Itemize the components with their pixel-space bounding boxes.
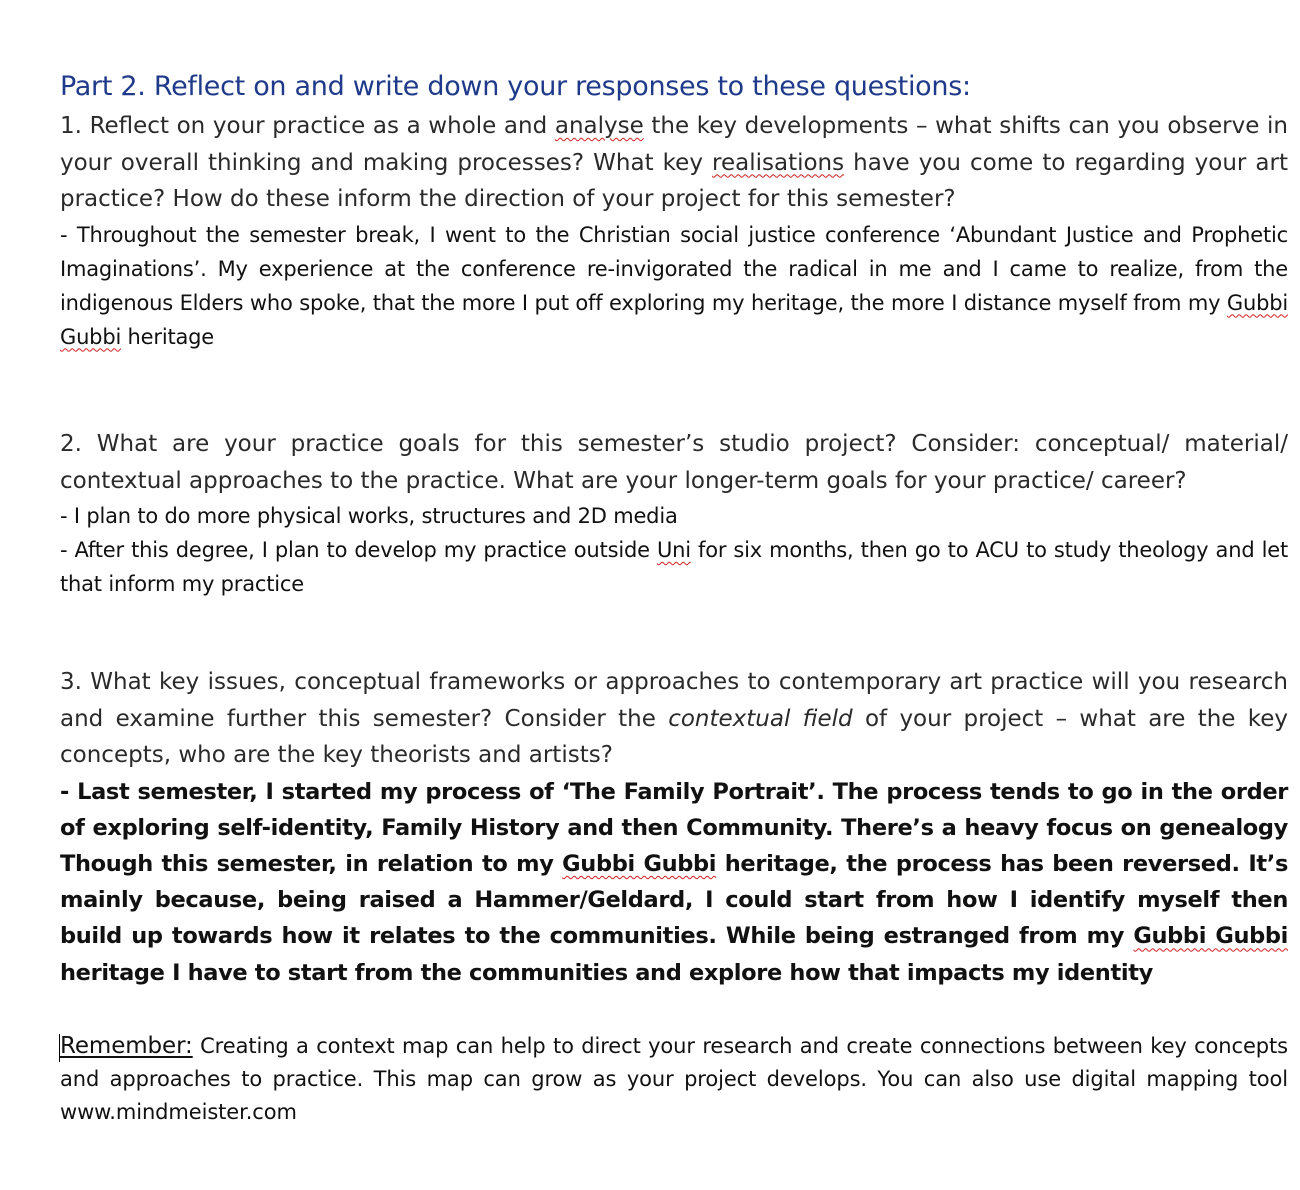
text-cursor <box>59 1034 60 1062</box>
question-3-text-b: of your project – what are the key concepts, who are the key theorists and artists? <box>60 705 1289 768</box>
answer-3-text <box>60 774 1288 991</box>
spellcheck-word[interactable]: Gubbi Gubbi <box>562 850 717 877</box>
part-heading: Part 2. Reflect on and write down your responses to these questions: <box>60 71 971 102</box>
remember-label: Remember: <box>60 1033 193 1059</box>
spellcheck-word[interactable]: realisations <box>712 149 845 176</box>
answer-2-line-1: - I plan to do more physical works, structures and 2D media <box>60 504 678 528</box>
remember-text: Creating a context map can help to direct your research and create connections between key concepts and approaches to practice. This map can grow as your project develops. You can also use digital mapping tool www.mindmeister.com <box>60 1034 1288 1124</box>
answer-2-text-b: for six months, then go to ACU to study theology and let that inform my practice <box>60 538 1288 596</box>
question-3-block <box>60 664 1288 991</box>
answer-1-text-a: - Throughout the semester break, I went to the Christian social justice conference ‘Abundant Justice and Prophetic Imaginations’. My experience at the conference re-invigorated the radical in me and I came to realize, from the indigenous Elders who spoke, that the more I put off exploring my heritage, the more I distance myself from my <box>60 222 1288 315</box>
question-2-text: 2. What are your practice goals for this semester’s studio project? Consider: conceptual/ material/ contextual approaches to the practice. What are your longer-term goals for your practice/ career? <box>60 431 1288 494</box>
question-3-text <box>60 664 1288 774</box>
question-1-text-a: 1. Reflect on your practice as a whole and <box>60 113 555 139</box>
spellcheck-word[interactable]: Gubbi Gubbi <box>1133 923 1289 950</box>
question-3-text-a: 3. What key issues, conceptual frameworks or approaches to contemporary art practice will you research and examine further this semester? Consider the <box>60 669 1288 732</box>
question-1-block <box>60 108 1288 354</box>
document-page <box>60 68 1289 1124</box>
answer-1-text <box>60 218 1288 354</box>
question-1-text <box>60 108 1288 218</box>
spellcheck-word[interactable]: analyse <box>554 113 644 139</box>
spellcheck-word[interactable]: Uni <box>656 538 691 562</box>
answer-2-line-2 <box>60 533 1288 601</box>
answer-1-text-b: heritage <box>121 324 215 349</box>
question-2-block <box>60 426 1288 601</box>
question-1-text-c: have you come to regarding your art practice? How do these inform the direction of your project for this semester? <box>60 149 1288 212</box>
remember-note <box>60 1030 1288 1129</box>
spellcheck-word[interactable]: Gubbi Gubbi <box>60 290 1288 349</box>
question-1-text-b: the key developments – what shifts can you observe in your overall thinking and making processes? What key <box>60 113 1288 176</box>
answer-2-text-a: - After this degree, I plan to develop my practice outside <box>60 538 657 562</box>
question-3-italic: contextual field <box>668 705 853 732</box>
answer-3-text-a: - Last semester, I started my process of ‘The Family Portrait’. The process tends to go in the order of exploring self-identity, Family History and then Community. There’s a heavy focus on genealogy Though this semester, in relation to my <box>60 778 1288 877</box>
answer-3-text-b: heritage, the process has been reversed. It’s mainly because, being raised a Hammer/Geldard, I could start from how I identify myself then build up towards how it relates to the communities. While being estranged from my <box>60 850 1288 950</box>
answer-3-text-c: heritage I have to start from the communities and explore how that impacts my identity <box>60 959 1153 986</box>
